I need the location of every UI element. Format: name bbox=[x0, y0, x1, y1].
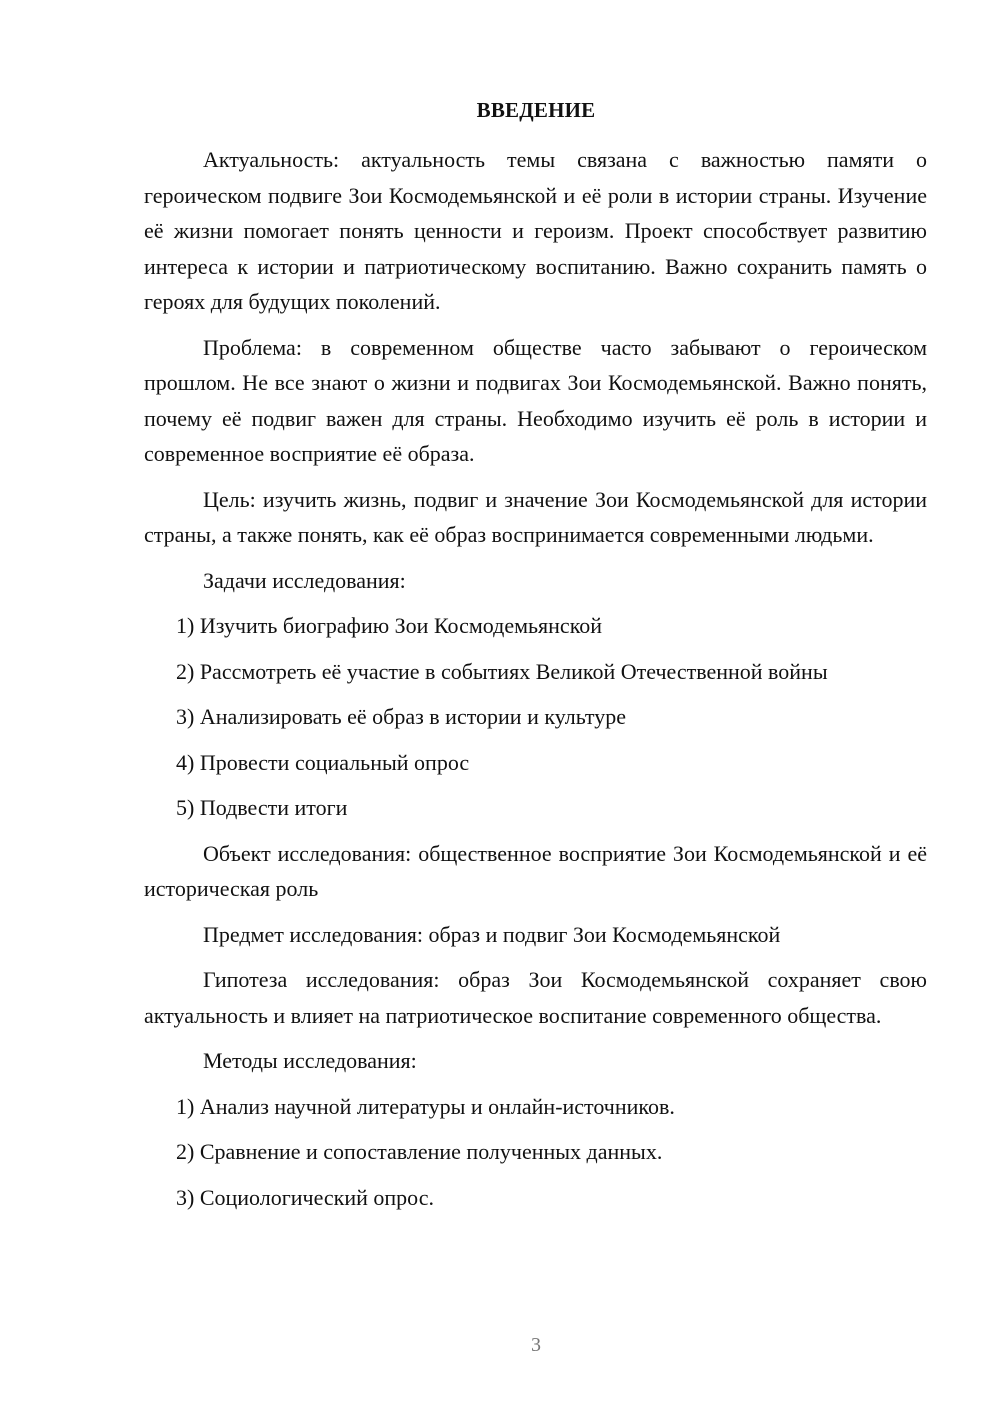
method-item-1: 1) Анализ научной литературы и онлайн-источников. bbox=[176, 1093, 675, 1119]
method-item-3: 3) Социологический опрос. bbox=[176, 1184, 434, 1210]
task-item-1: 1) Изучить биографию Зои Космодемьянской bbox=[176, 613, 603, 638]
hypothesis-paragraph: Гипотеза исследования: образ Зои Космодемьянской сохраняет свою актуальность и влияет на патриотическое воспитание современного общества. bbox=[144, 967, 927, 1028]
methods-heading: Методы исследования: bbox=[203, 1048, 417, 1073]
method-item-2: 2) Сравнение и сопоставление полученных данных. bbox=[176, 1139, 663, 1164]
goal-paragraph: Цель: изучить жизнь, подвиг и значение Зои Космодемьянской для истории страны, а также понять, как её образ воспринимается современными людьми. bbox=[144, 486, 927, 547]
problem-paragraph: Проблема: в современном обществе часто забывают о героическом прошлом. Не все знают о жизни и подвигах Зои Космодемьянской. Важно понять, почему её подвиг важен для страны. Необходимо изучить её роль в истории и современное восприятие её образа. bbox=[144, 334, 927, 466]
page-number: 3 bbox=[531, 1334, 541, 1356]
object-paragraph: Объект исследования: общественное восприятие Зои Космодемьянской и её историческая роль bbox=[144, 840, 927, 901]
task-item-2: 2) Рассмотреть её участие в событиях Великой Отечественной войны bbox=[176, 658, 828, 684]
task-item-4: 4) Провести социальный опрос bbox=[176, 749, 470, 775]
subject-paragraph: Предмет исследования: образ и подвиг Зои Космодемьянской bbox=[203, 921, 781, 947]
tasks-heading: Задачи исследования: bbox=[203, 567, 406, 593]
task-item-5: 5) Подвести итоги bbox=[176, 795, 348, 820]
task-item-3: 3) Анализировать её образ в истории и культуре bbox=[176, 704, 627, 729]
document-body bbox=[144, 142, 927, 1225]
relevance-paragraph: Актуальность: актуальность темы связана с важностью памяти о героическом подвиге Зои Космодемьянской и её роли в истории страны. Изучение её жизни помогает понять ценности и героизм. Проект способствует развитию интереса к истории и патриотическому воспитанию. Важно сохранить память о героях для будущих поколений. bbox=[144, 147, 927, 314]
section-title: ВВЕДЕНИЕ bbox=[476, 98, 596, 122]
